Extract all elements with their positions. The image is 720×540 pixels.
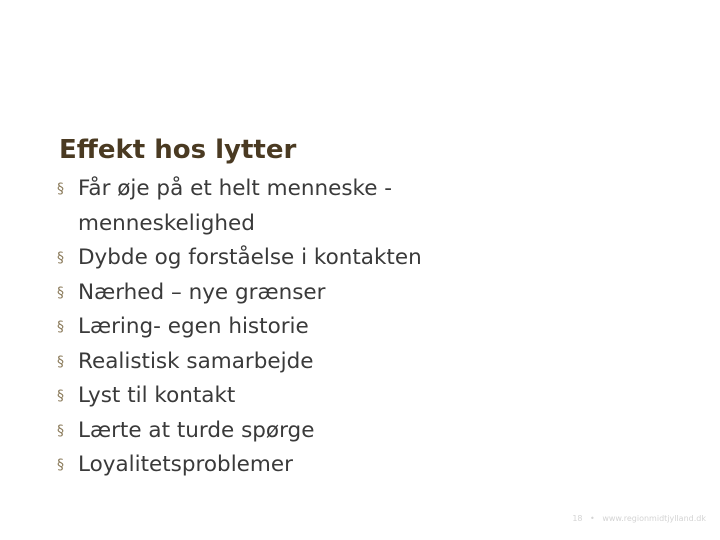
section-sign-bullet-icon: §	[57, 319, 64, 335]
footer-website: www.regionmidtjylland.dk	[602, 514, 706, 523]
bullet-text: Får øje på et helt menneske - menneskelighed	[78, 176, 393, 236]
bullet-text: Lyst til kontakt	[78, 383, 236, 408]
bullet-item	[57, 276, 497, 311]
bullet-item	[57, 414, 497, 449]
bullet-item	[57, 345, 497, 380]
bullet-item	[57, 241, 497, 276]
section-sign-bullet-icon: §	[57, 284, 64, 301]
bullet-text: Realistisk samarbejde	[78, 348, 314, 374]
bullet-text: Loyalitetsproblemer	[78, 452, 293, 477]
section-sign-bullet-icon: §	[57, 181, 64, 197]
bullet-item	[57, 448, 497, 483]
bullet-item	[57, 379, 497, 414]
section-sign-bullet-icon: §	[57, 457, 64, 473]
bullet-text: Lærte at turde spørge	[78, 417, 315, 443]
slide-title: Effekt hos lytter	[59, 135, 297, 165]
footer-separator: •	[590, 514, 595, 523]
section-sign-bullet-icon: §	[57, 250, 64, 266]
section-sign-bullet-icon: §	[57, 353, 64, 370]
bullet-text: Dybde og forståelse i kontakten	[78, 245, 422, 270]
section-sign-bullet-icon: §	[57, 388, 64, 404]
page-number: 18	[572, 514, 583, 523]
section-sign-bullet-icon: §	[57, 422, 64, 439]
bullet-list	[57, 172, 497, 483]
bullet-item	[57, 310, 497, 345]
bullet-item	[57, 172, 497, 241]
bullet-text: Nærhed – nye grænser	[78, 279, 326, 305]
bullet-text: Læring- egen historie	[78, 314, 309, 339]
slide-footer	[572, 514, 706, 523]
